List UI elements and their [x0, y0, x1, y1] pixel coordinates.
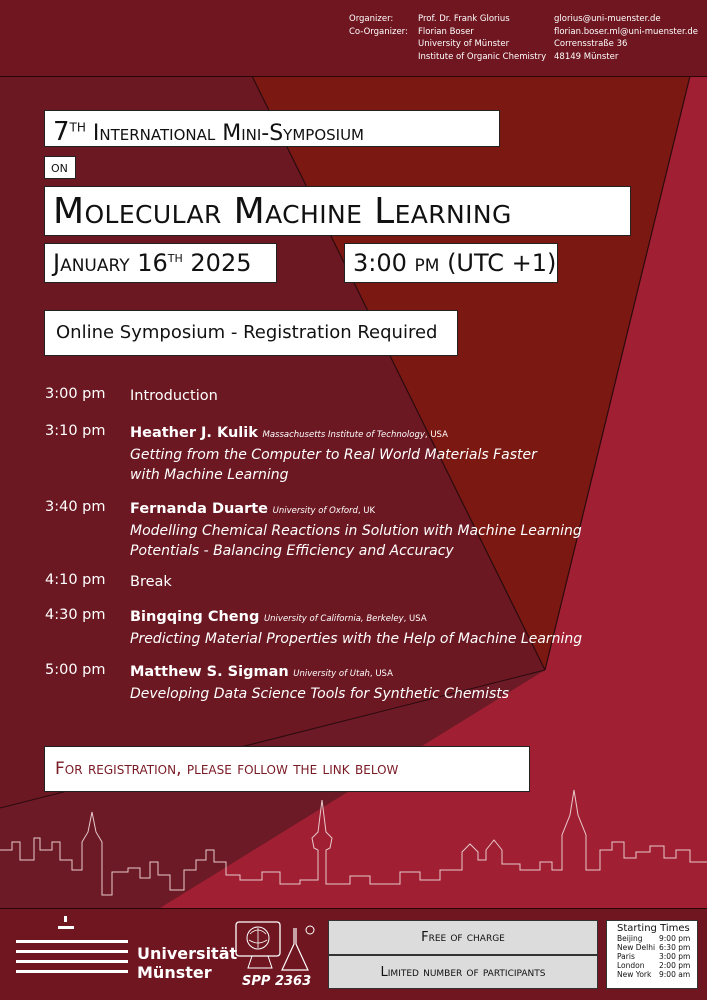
time-row: London 2:00 pm: [617, 961, 691, 970]
header-names: [418, 13, 546, 63]
talk-title-line: with Machine Learning: [130, 467, 289, 483]
header-labels: [349, 13, 408, 38]
free-of-charge-badge: Free of charge: [328, 920, 598, 955]
time-row: Paris 3:00 pm: [617, 952, 691, 961]
item-label: Introduction: [130, 388, 218, 404]
street-address: Corrensstraße 36: [554, 39, 628, 49]
program-item: 3:10 pm Heather J. Kulik Massachusetts Institute of Technology, USA Getting from the Computer to Real World Materials Faster with Machine Learning: [45, 423, 650, 485]
program-item: 4:30 pm Bingqing Cheng University of California, Berkeley, USA Predicting Material Properties with the Help of Machine Learning: [45, 607, 650, 649]
main-title: Molecular Machine Learning: [44, 186, 631, 236]
program-item: 5:00 pm Matthew S. Sigman University of Utah, USA Developing Data Science Tools for Synthetic Chemists: [45, 662, 650, 704]
co-organizer-label: Co-Organizer:: [349, 26, 408, 37]
item-time: 4:10 pm: [45, 572, 106, 588]
registration-banner[interactable]: For registration, please follow the link below: [44, 746, 530, 792]
organizer-label: Organizer:: [349, 14, 394, 24]
talk-title-line: Potentials - Balancing Efficiency and Accuracy: [130, 543, 454, 559]
header-contacts: [554, 13, 698, 63]
program-item: [45, 386, 218, 406]
item-time: 5:00 pm: [45, 662, 106, 678]
item-time: 3:10 pm: [45, 423, 106, 439]
speaker-affiliation: University of California, Berkeley: [263, 614, 404, 624]
item-time: 4:30 pm: [45, 607, 106, 623]
time-row: Beijing 9:00 pm: [617, 934, 691, 943]
speaker-name: Heather J. Kulik: [130, 425, 258, 441]
speaker-name: Bingqing Cheng: [130, 609, 260, 625]
talk-title-line: Getting from the Computer to Real World Materials Faster: [130, 447, 537, 463]
time-row: New York 9:00 am: [617, 970, 691, 979]
starting-times-title: Starting Times: [617, 923, 690, 934]
university-logo-icon: [16, 916, 136, 986]
talk-title-line: Predicting Material Properties with the Help of Machine Learning: [130, 631, 583, 647]
university-wordmark: Universität Münster: [137, 944, 238, 982]
format-notice: Online Symposium - Registration Required: [44, 310, 458, 356]
city-address: 48149 Münster: [554, 51, 619, 62]
speaker-affiliation: University of Oxford: [272, 506, 358, 516]
on-label: ON: [44, 156, 76, 179]
organizer-email[interactable]: glorius@uni-muenster.de: [554, 14, 661, 24]
co-organizer-email[interactable]: florian.boser.ml@uni-muenster.de: [554, 26, 699, 37]
edition-title: 7TH International Mini-Symposium: [44, 110, 500, 147]
event-date: January 16TH 2025: [44, 243, 277, 283]
program-item: [45, 572, 172, 592]
time-row: New Delhi 6:30 pm: [617, 943, 691, 952]
speaker-affiliation: Massachusetts Institute of Technology: [262, 430, 425, 440]
organizer-name: Prof. Dr. Frank Glorius: [418, 14, 510, 24]
item-time: 3:00 pm: [45, 386, 106, 402]
starting-times-table: [606, 920, 698, 989]
limited-participants-badge: Limited number of participants: [328, 955, 598, 989]
speaker-affiliation: University of Utah: [293, 669, 370, 679]
item-label: Break: [130, 574, 172, 590]
event-time: 3:00 pm (UTC +1): [344, 243, 558, 283]
university-name: University of Münster: [418, 39, 510, 49]
talk-title-line: Developing Data Science Tools for Synthetic Chemists: [130, 686, 510, 702]
talk-title-line: Modelling Chemical Reactions in Solution with Machine Learning: [130, 523, 582, 539]
speaker-name: Fernanda Duarte: [130, 501, 269, 517]
spp-label: SPP 2363: [242, 974, 312, 989]
item-time: 3:40 pm: [45, 499, 106, 515]
program-item: 3:40 pm Fernanda Duarte University of Oxford, UK Modelling Chemical Reactions in Solution with Machine Learning Potentials - Balancing Efficiency and Accuracy: [45, 499, 650, 561]
institute-name: Institute of Organic Chemistry: [418, 51, 547, 62]
header: [0, 0, 707, 77]
speaker-name: Matthew S. Sigman: [130, 664, 289, 680]
co-organizer-name: Florian Boser: [418, 26, 474, 37]
